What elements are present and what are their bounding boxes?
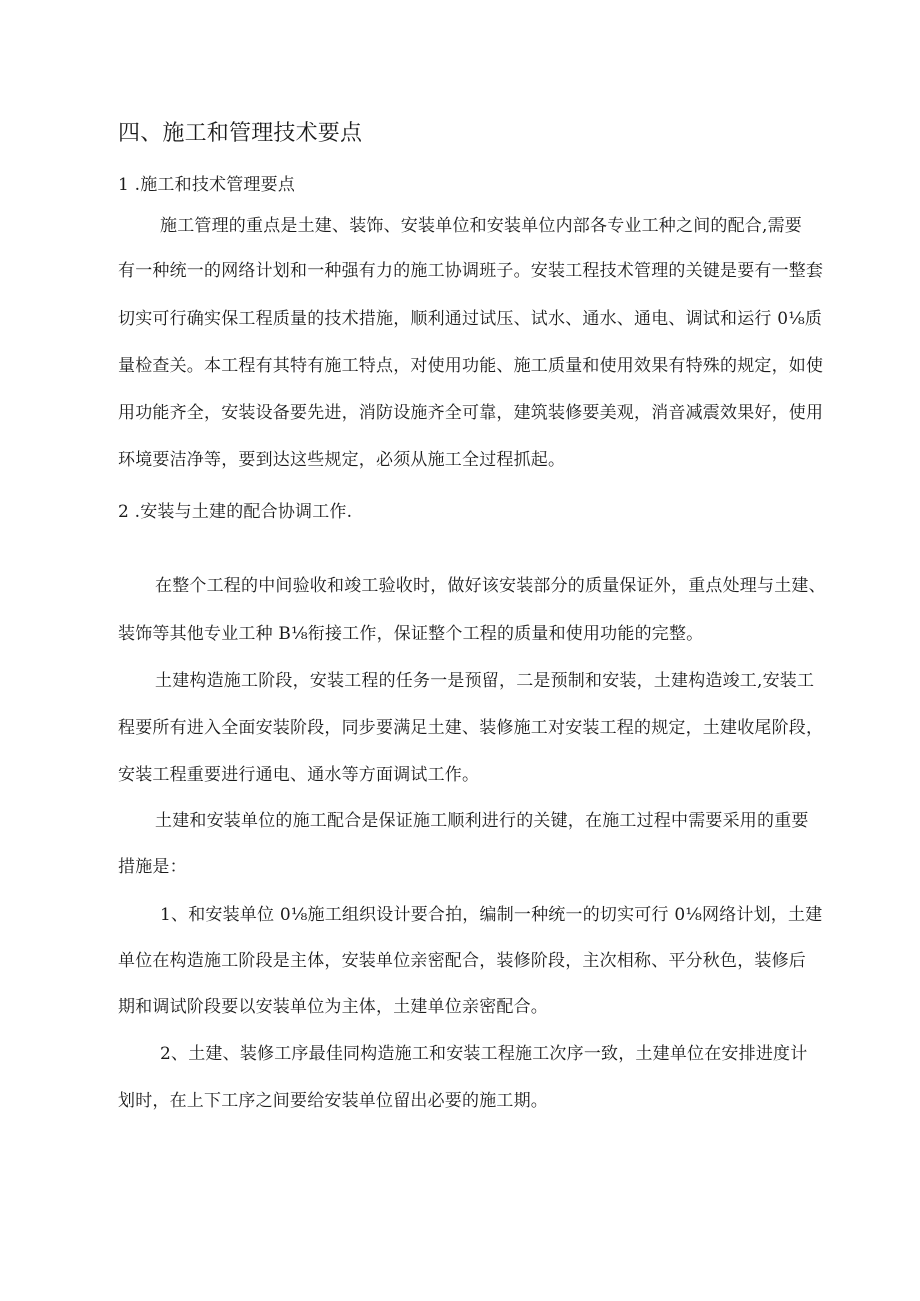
paragraph-line: 单位在构造施工阶段是主体，安装单位亲密配合，装修阶段，主次相称、平分秋色，装修后 bbox=[118, 951, 806, 971]
paragraph-line: 量检查关。本工程有其特有施工特点，对使用功能、施工质量和使用效果有特殊的规定，如使 bbox=[118, 356, 824, 376]
paragraph-line: 划时，在上下工序之间要给安装单位留出必要的施工期。 bbox=[118, 1091, 548, 1111]
paragraph-line: 期和调试阶段要以安装单位为主体，土建单位亲密配合。 bbox=[118, 997, 548, 1017]
paragraph-line: 1、和安装单位 0⅛施工组织设计要合拍，编制一种统一的切实可行 0⅛网络计划，土建 bbox=[160, 905, 823, 925]
paragraph-line: 土建构造施工阶段，安装工程的任务一是预留，二是预制和安装，土建构造竣工,安装工 bbox=[155, 671, 815, 691]
paragraph-line: 措施是： bbox=[118, 857, 187, 877]
paragraph-line: 土建和安装单位的施工配合是保证施工顺利进行的关键，在施工过程中需要采用的重要 bbox=[155, 811, 809, 831]
paragraph-line: 2、土建、装修工序最佳同构造施工和安装工程施工次序一致，土建单位在安排进度计 bbox=[160, 1044, 808, 1064]
paragraph-line: 有一种统一的网络计划和一种强有力的施工协调班子。安装工程技术管理的关键是要有一整套 bbox=[118, 261, 824, 281]
paragraph-line: 装饰等其他专业工种 B⅛衔接工作，保证整个工程的质量和使用功能的完整。 bbox=[118, 624, 704, 644]
paragraph-line: 切实可行确实保工程质量的技术措施，顺利通过试压、试水、通水、通电、调试和运行 0⅛质 bbox=[118, 309, 823, 329]
paragraph-line: 程要所有进入全面安装阶段，同步要满足土建、装修施工对安装工程的规定，土建收尾阶段， bbox=[118, 718, 824, 738]
paragraph-line: 环境要洁净等，要到达这些规定，必须从施工全过程抓起。 bbox=[118, 450, 566, 470]
paragraph-line: 用功能齐全，安装设备要先进，消防设施齐全可靠，建筑装修要美观，消音减震效果好，使用 bbox=[118, 403, 824, 423]
subsection-heading-1: 1 .施工和技术管理要点 bbox=[118, 175, 296, 195]
paragraph-line: 在整个工程的中间验收和竣工验收时，做好该安装部分的质量保证外，重点处理与土建、 bbox=[155, 576, 826, 596]
paragraph-line: 安装工程重要进行通电、通水等方面调试工作。 bbox=[118, 765, 480, 785]
paragraph-line: 施工管理的重点是土建、装饰、安装单位和安装单位内部各专业工种之间的配合,需要 bbox=[160, 216, 803, 236]
section-title: 四、施工和管理技术要点 bbox=[118, 121, 363, 146]
subsection-heading-2: 2 .安装与土建的配合协调工作. bbox=[118, 502, 353, 522]
